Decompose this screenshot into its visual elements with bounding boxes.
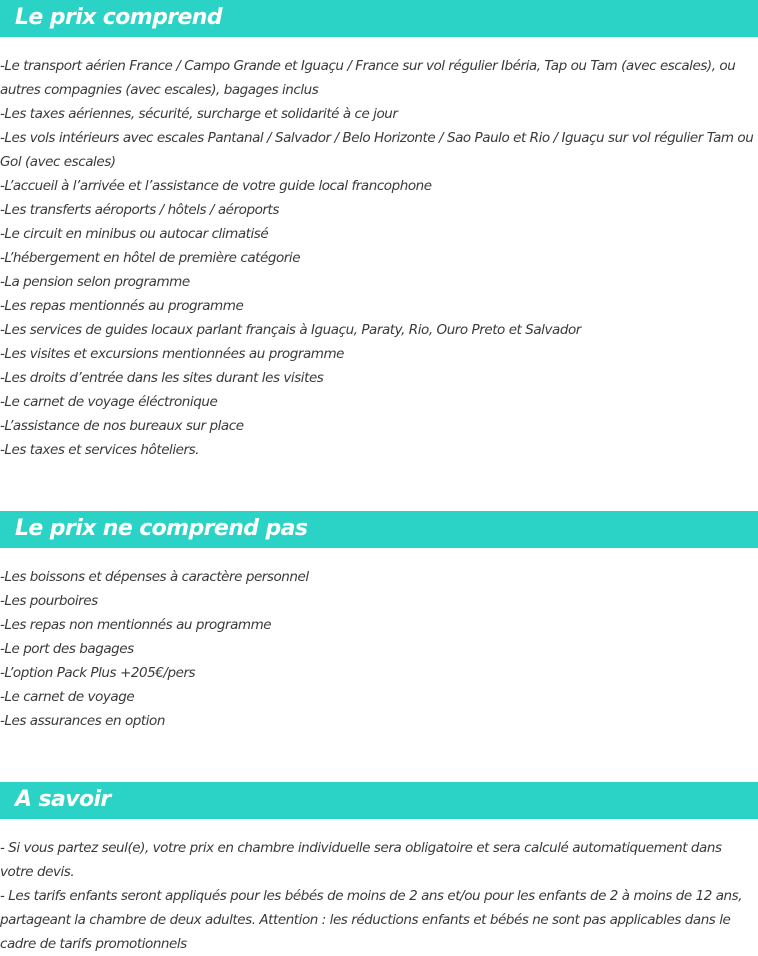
section-title-not-included: Le prix ne comprend pas <box>15 516 308 541</box>
list-item: -Le carnet de voyage <box>0 689 135 705</box>
list-item: -L’hébergement en hôtel de première catégorie <box>0 250 301 266</box>
list-item: -Le circuit en minibus ou autocar climatisé <box>0 226 269 242</box>
list-item: - Les tarifs enfants seront appliqués pour les bébés de moins de 2 ans et/ou pour les enfants de 2 à moins de 12 ans, partageant la chambre de deux adultes. Attention : les réductions enfants et bébés ne sont pas applicables dans le cadre de tarifs promotionnels <box>0 888 743 952</box>
list-item: -Les assurances en option <box>0 713 165 729</box>
list-item: -Les vols intérieurs avec escales Pantanal / Salvador / Belo Horizonte / Sao Paulo et Rio / Iguaçu sur vol régulier Tam ou Gol (avec escales) <box>0 130 754 170</box>
list-item: -Les taxes et services hôteliers. <box>0 442 200 458</box>
section-header-not-included <box>0 511 758 548</box>
list-item: -Les boissons et dépenses à caractère personnel <box>0 569 309 585</box>
list-item: -Les visites et excursions mentionnées au programme <box>0 346 345 362</box>
not-included-list <box>0 565 758 733</box>
list-item: - Si vous partez seul(e), votre prix en chambre individuelle sera obligatoire et sera calculé automatiquement dans votre devis. <box>0 840 722 880</box>
list-item: -Les taxes aériennes, sécurité, surcharge et solidarité à ce jour <box>0 106 398 122</box>
list-item: -Les repas mentionnés au programme <box>0 298 244 314</box>
list-item: -Le transport aérien France / Campo Grande et Iguaçu / France sur vol régulier Ibéria, Tap ou Tam (avec escales), ou autres compagnies (avec escales), bagages inclus <box>0 58 736 98</box>
section-title-included: Le prix comprend <box>15 5 222 30</box>
section-title-good-to-know: A savoir <box>15 787 111 812</box>
list-item: -Les repas non mentionnés au programme <box>0 617 272 633</box>
list-item: -Les droits d’entrée dans les sites durant les visites <box>0 370 324 386</box>
section-header-good-to-know <box>0 782 758 819</box>
list-item: -Le carnet de voyage éléctronique <box>0 394 218 410</box>
list-item: -L’assistance de nos bureaux sur place <box>0 418 244 434</box>
section-header-included <box>0 0 758 37</box>
good-to-know-list <box>0 836 758 956</box>
list-item: -L’accueil à l’arrivée et l’assistance de votre guide local francophone <box>0 178 432 194</box>
list-item: -Les services de guides locaux parlant français à Iguaçu, Paraty, Rio, Ouro Preto et Salvador <box>0 322 581 338</box>
list-item: -L’option Pack Plus +205€/pers <box>0 665 196 681</box>
list-item: -Les pourboires <box>0 593 98 609</box>
list-item: -Les transferts aéroports / hôtels / aéroports <box>0 202 279 218</box>
list-item: -La pension selon programme <box>0 274 190 290</box>
list-item: -Le port des bagages <box>0 641 134 657</box>
included-list <box>0 54 758 462</box>
